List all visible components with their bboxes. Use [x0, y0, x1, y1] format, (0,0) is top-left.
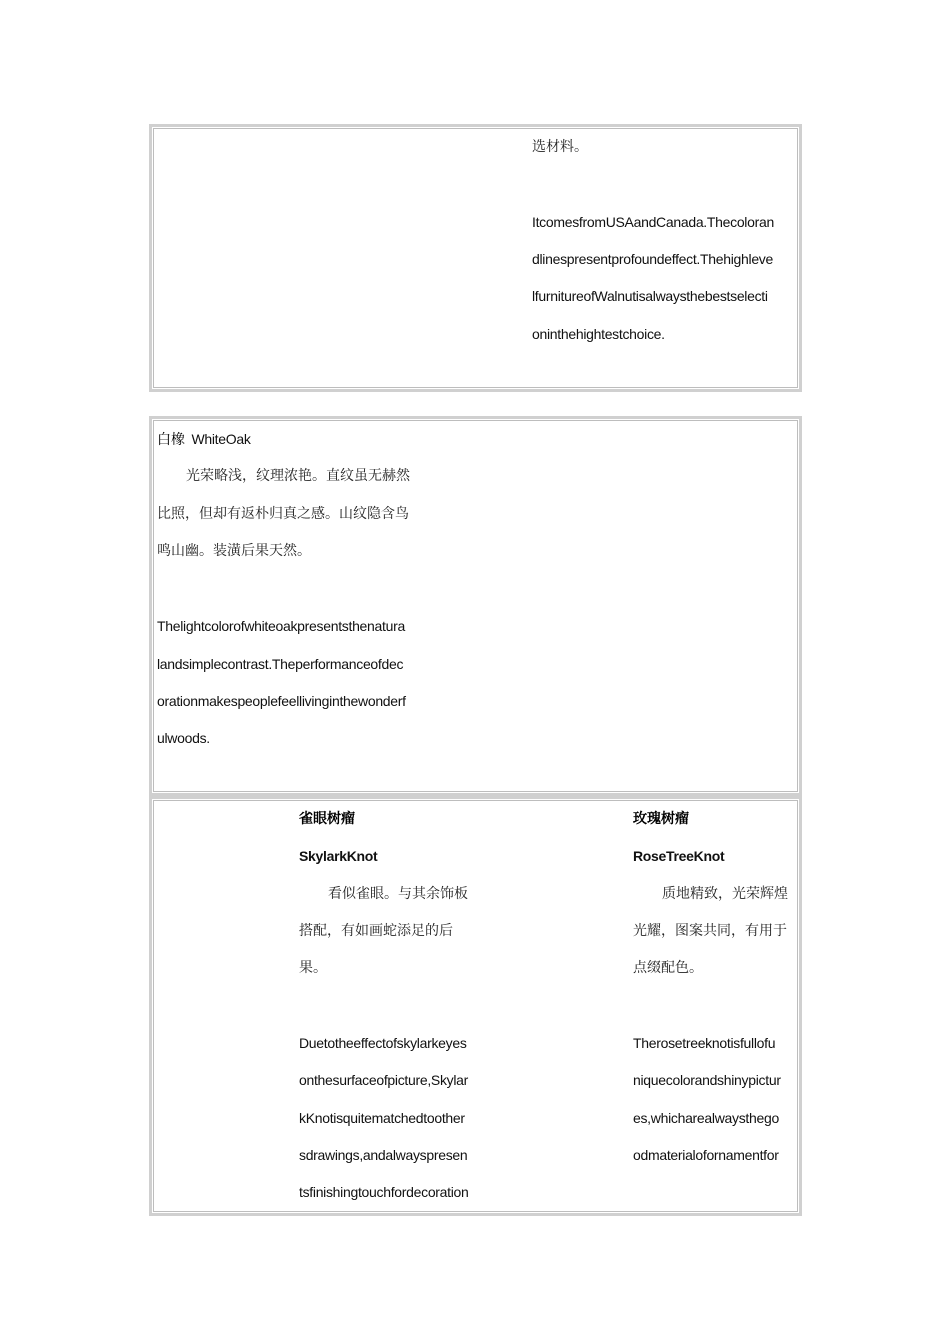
skylark-knot-en-line: tsfinishingtouchfordecoration: [299, 1184, 469, 1200]
rose-tree-knot-en-line: Therosetreeknotisfullofu: [633, 1035, 776, 1051]
white-oak-heading: [157, 430, 251, 449]
white-oak-cn-line: 比照，但却有返朴归真之感。山纹隐含鸟: [157, 506, 409, 522]
skylark-knot-en-line: kKnotisquitematchedtoother: [299, 1110, 465, 1126]
white-oak-en-line: Thelightcolorofwhiteoakpresentsthenatura: [157, 618, 405, 634]
rose-tree-knot-en-line: niquecolorandshinypictur: [633, 1072, 781, 1088]
rose-tree-knot-title-en: RoseTreeKnot: [633, 848, 725, 864]
skylark-knot-title-en: SkylarkKnot: [299, 848, 378, 864]
rose-tree-knot-title-cn: 玫瑰树瘤: [633, 811, 689, 827]
walnut-en-line: lfurnitureofWalnutisalwaysthebestselecti: [532, 288, 768, 304]
walnut-cn-tail: 选材料。: [532, 139, 588, 155]
white-oak-en-line: ulwoods.: [157, 730, 210, 746]
skylark-knot-cn-line: 搭配，有如画蛇添足的后: [299, 923, 453, 939]
white-oak-cn-line: 鸣山幽。装潢后果天然。: [157, 543, 311, 559]
rose-tree-knot-en-line: es,whicharealwaysthego: [633, 1110, 779, 1126]
walnut-en-line: oninthehightestchoice.: [532, 326, 665, 342]
skylark-knot-en-line: onthesurfaceofpicture,Skylar: [299, 1072, 469, 1088]
white-oak-title-cn: 白橡: [157, 432, 185, 448]
rose-tree-knot-en-line: odmaterialofornamentfor: [633, 1147, 779, 1163]
white-oak-cn-line: 光荣略浅，纹理浓艳。直纹虽无赫然: [186, 468, 410, 484]
skylark-knot-cn-line: 看似雀眼。与其余饰板: [328, 886, 468, 902]
white-oak-en-line: landsimplecontrast.Theperformanceofdec: [157, 656, 404, 672]
skylark-knot-en-line: Duetotheeffectofskylarkeyes: [299, 1035, 467, 1051]
white-oak-en-line: orationmakespeoplefeellivinginthewonderf: [157, 693, 406, 709]
rose-tree-knot-cn-line: 点缀配色。: [633, 960, 703, 976]
walnut-en-line: ItcomesfromUSAandCanada.Thecoloran: [532, 214, 774, 230]
rose-tree-knot-cn-line: 质地精致，光荣辉煌: [662, 886, 788, 902]
skylark-knot-cn-line: 果。: [299, 960, 327, 976]
skylark-knot-en-line: sdrawings,andalwayspresen: [299, 1147, 468, 1163]
walnut-en-line: dlinespresentprofoundeffect.Thehighleve: [532, 251, 773, 267]
white-oak-title-en: WhiteOak: [191, 431, 251, 447]
skylark-knot-title-cn: 雀眼树瘤: [299, 811, 355, 827]
rose-tree-knot-cn-line: 光耀，图案共同，有用于: [633, 923, 787, 939]
